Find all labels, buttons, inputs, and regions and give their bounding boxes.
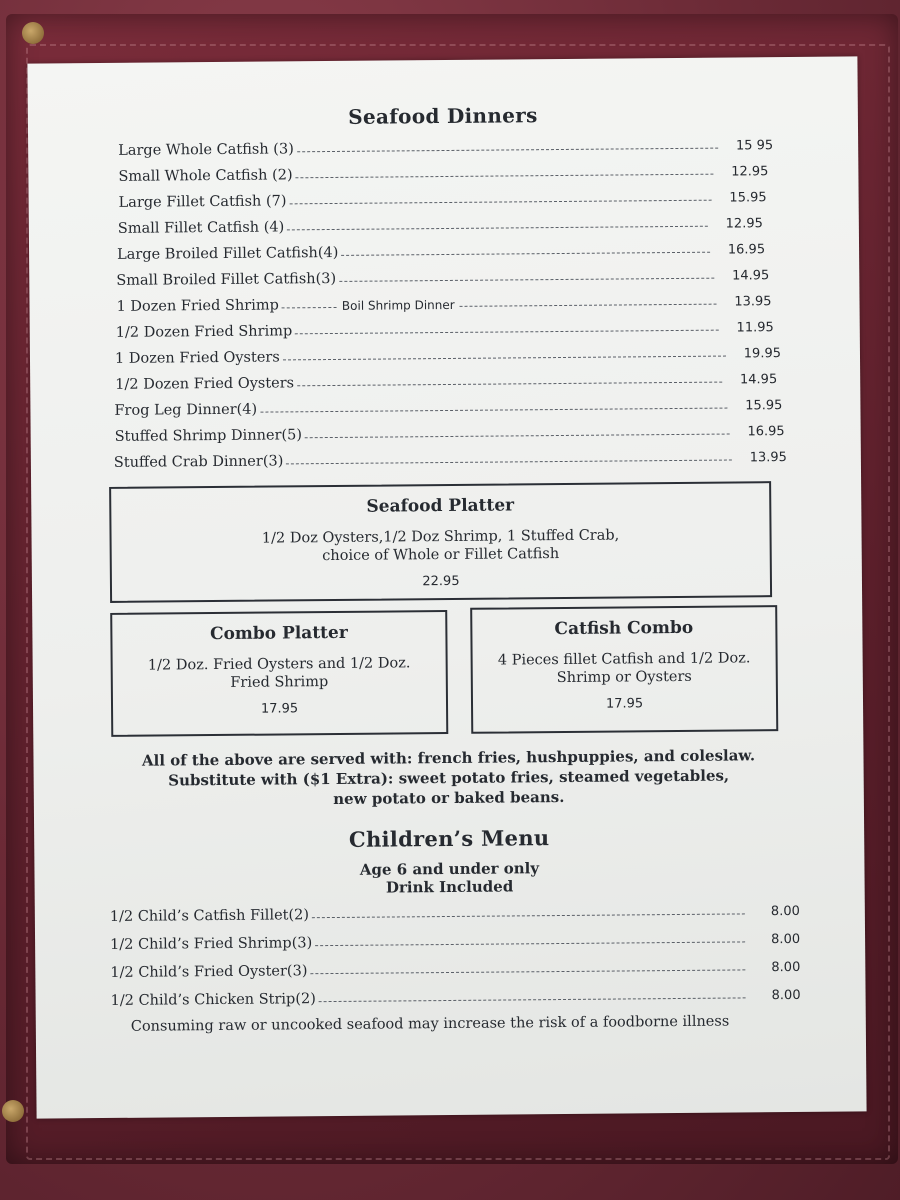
childrens-menu-title: Children’s Menu xyxy=(348,825,550,852)
catfish-combo-price: 17.95 xyxy=(605,696,644,712)
item-name: 1/2 Child’s Fried Oyster(3) xyxy=(110,963,308,981)
item-price: 12.95 xyxy=(725,216,763,232)
sides-note-line: new potato or baked beans. xyxy=(333,787,565,809)
cover-corner-icon xyxy=(2,1100,24,1122)
item-name: Large Whole Catfish (3) xyxy=(118,141,294,159)
menu-item xyxy=(116,315,774,341)
item-name: 1/2 Child’s Chicken Strip(2) xyxy=(110,991,316,1009)
leader-dots xyxy=(289,200,711,205)
seafood-platter-description: 1/2 Doz Oysters,1/2 Doz Shrimp, 1 Stuffed Crab, choice of Whole or Fillet Catfish xyxy=(261,527,620,565)
item-price: 16.95 xyxy=(747,424,785,440)
leader-dots xyxy=(315,941,745,946)
item-name: 1/2 Dozen Fried Shrimp xyxy=(115,323,293,341)
item-price: 14.95 xyxy=(739,372,778,388)
menu-item xyxy=(110,955,800,981)
leader-dots xyxy=(341,252,710,256)
item-name: 1/2 Child’s Catfish Fillet(2) xyxy=(109,907,310,925)
menu-item xyxy=(114,445,787,471)
item-price: 8.00 xyxy=(770,903,800,920)
item-name: Small Whole Catfish (2) xyxy=(118,167,293,185)
menu-item xyxy=(110,927,800,953)
menu-item xyxy=(116,289,771,315)
item-price: 8.00 xyxy=(771,959,801,976)
leader-dots xyxy=(286,460,732,465)
leader-dots xyxy=(297,148,718,153)
leader-dots xyxy=(282,307,337,308)
menu-item xyxy=(118,159,768,185)
item-name: Large Fillet Catfish (7) xyxy=(118,193,287,211)
combo-platter-box xyxy=(110,610,448,737)
combo-platter-title: Combo Platter xyxy=(209,622,348,645)
leader-dots xyxy=(312,913,745,918)
item-name: 1 Dozen Fried Oysters xyxy=(114,349,280,367)
item-price: 15.95 xyxy=(729,190,767,206)
childrens-menu-subtitle: Drink Included xyxy=(385,877,514,897)
combo-platter-price: 17.95 xyxy=(260,701,299,717)
leader-dots xyxy=(310,969,745,974)
item-name: 1/2 Dozen Fried Oysters xyxy=(115,375,295,393)
menu-item xyxy=(115,367,777,393)
leader-dots xyxy=(260,408,727,413)
leader-dots xyxy=(297,382,722,387)
item-price: 8.00 xyxy=(771,987,801,1004)
item-price: 11.95 xyxy=(736,320,774,336)
leader-dots xyxy=(296,174,714,179)
seafood-platter-box xyxy=(109,481,772,603)
menu-item xyxy=(110,899,800,925)
menu-item xyxy=(116,263,769,289)
item-price: 8.00 xyxy=(771,931,801,948)
item-price: 12.95 xyxy=(731,164,769,180)
item-name: Stuffed Crab Dinner(3) xyxy=(113,453,284,471)
sides-note-line: All of the above are served with: french fries, hushpuppies, and coleslaw. xyxy=(141,746,756,770)
item-price: 15.95 xyxy=(745,398,783,414)
seafood-platter-price: 22.95 xyxy=(422,573,460,590)
seafood-dinners-title: Seafood Dinners xyxy=(348,103,538,129)
item-name: Frog Leg Dinner(4) xyxy=(114,401,258,419)
menu-item xyxy=(119,185,767,211)
item-price: 13.95 xyxy=(734,294,772,310)
item-name: Small Fillet Catfish (4) xyxy=(117,219,285,237)
menu-item xyxy=(110,983,800,1009)
cover-corner-icon xyxy=(22,22,44,44)
menu-item xyxy=(114,393,782,419)
leader-dots xyxy=(460,304,717,307)
catfish-combo-description: 4 Pieces fillet Catfish and 1/2 Doz. Shrimp or Oysters xyxy=(497,650,751,687)
leader-dots xyxy=(319,997,746,1002)
leader-dots xyxy=(305,434,730,439)
menu-page xyxy=(27,56,866,1118)
leader-dots xyxy=(283,356,726,361)
item-name: 1 Dozen Fried Shrimp xyxy=(116,297,279,315)
leader-dots xyxy=(287,226,708,231)
leader-dots xyxy=(295,330,719,335)
menu-item xyxy=(115,419,785,445)
menu-item xyxy=(117,237,765,263)
sides-note xyxy=(73,745,823,812)
item-name: Large Broiled Fillet Catfish(4) xyxy=(117,244,339,263)
seafood-platter-title: Seafood Platter xyxy=(366,495,515,517)
item-price: 16.95 xyxy=(727,242,766,258)
item-price: 15 95 xyxy=(735,138,774,154)
item-price: 19.95 xyxy=(743,346,782,362)
childrens-menu-subtitle: Age 6 and under only xyxy=(359,859,540,879)
foodborne-illness-disclaimer: Consuming raw or uncooked seafood may increase the risk of a foodborne illness xyxy=(130,1013,730,1035)
leader-dots xyxy=(339,278,714,282)
item-price: 14.95 xyxy=(732,268,770,284)
menu-item xyxy=(118,211,763,237)
item-name: Small Broiled Fillet Catfish(3) xyxy=(116,270,337,289)
menu-item xyxy=(118,133,773,159)
item-name: 1/2 Child’s Fried Shrimp(3) xyxy=(110,935,313,953)
catfish-combo-box xyxy=(470,605,778,734)
item-price: 13.95 xyxy=(749,450,787,466)
catfish-combo-title: Catfish Combo xyxy=(554,617,694,640)
item-extra-note: Boil Shrimp Dinner xyxy=(341,297,455,313)
item-name: Stuffed Shrimp Dinner(5) xyxy=(114,427,303,445)
combo-platter-description: 1/2 Doz. Fried Oysters and 1/2 Doz. Fried Shrimp xyxy=(147,655,411,691)
menu-item xyxy=(115,341,781,367)
sides-note-line: Substitute with ($1 Extra): sweet potato fries, steamed vegetables, xyxy=(168,766,730,790)
